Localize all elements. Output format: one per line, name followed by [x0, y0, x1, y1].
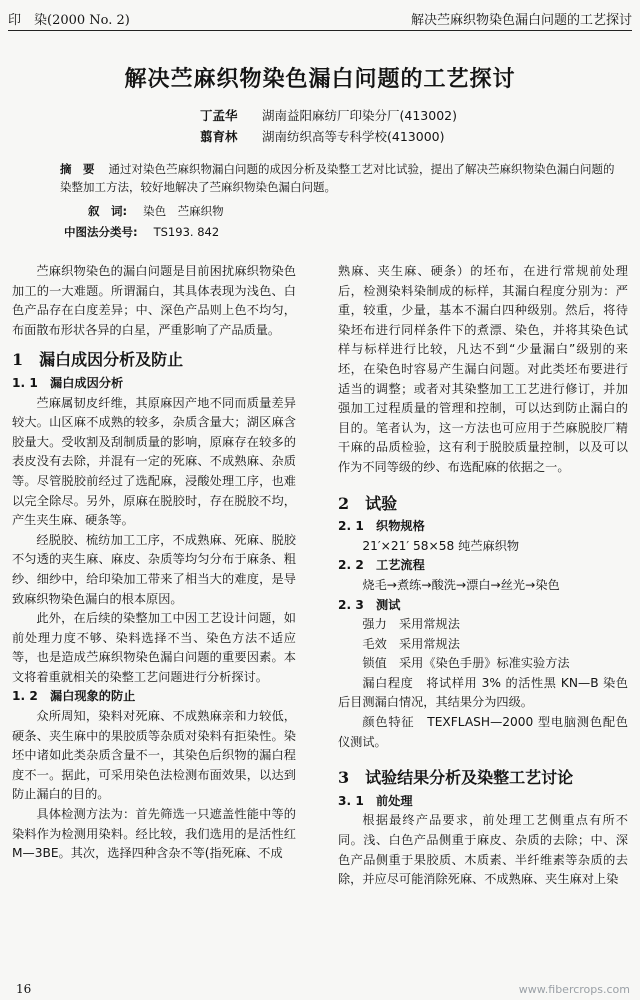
- journal-issue: 印 染(2000 No. 2): [8, 13, 130, 28]
- paragraph: 颜色特征 TEXFLASH—2000 型电脑测色配色仪测试。: [338, 715, 628, 749]
- page-number: 16: [16, 982, 32, 996]
- paragraph: 漏白程度 将试样用 3% 的活性黑 KN—B 染色后目测漏白情况，其结果分为四级。: [338, 675, 628, 710]
- paragraph: 苎麻属韧皮纤维，其原麻因产地不同而质量差异较大。山区麻不成熟的较多，杂质含量大；湖区麻含胶量大。受收割及刮制质量的影响，原麻存在较多的表皮没有去除，并混有一定的死麻、不成熟麻、杂质等。尽管脱胶前经过了选配麻，浸酸处理工序，也难以完全除尽。另外，原麻在脱胶时，存在脱胶不均，产生夹生麻、硬条等。: [12, 395, 296, 528]
- right-column: [338, 262, 628, 890]
- abstract-label: 摘 要: [60, 162, 95, 176]
- list-item: 毛效 采用常规法: [362, 636, 460, 651]
- author-affiliation: 湖南益阳麻纺厂印染分厂(413002): [262, 108, 457, 123]
- running-header: [8, 6, 632, 28]
- list-item: 强力 采用常规法: [362, 617, 460, 632]
- list-item: 21′×21′ 58×58 纯苎麻织物: [362, 538, 520, 553]
- subsection-heading: 2. 3 测试: [338, 597, 401, 612]
- list-item: 烧毛→煮练→酸洗→漂白→丝光→染色: [362, 577, 560, 592]
- section-heading: 2 试验: [338, 493, 398, 513]
- classification-label: 中图法分类号:: [64, 225, 138, 239]
- keywords-text: 染色 苎麻织物: [143, 204, 224, 218]
- subsection-heading: 1. 2 漏白现象的防止: [12, 689, 136, 704]
- keywords: [88, 203, 224, 219]
- section-heading: 3 试验结果分析及染整工艺讨论: [338, 768, 574, 788]
- subsection-heading: 2. 1 织物规格: [338, 519, 425, 534]
- paragraph: 此外，在后续的染整加工中因工艺设计问题，如前处理力度不够、染料选择不当、染色方法不适应等，也是造成苎麻织物染色漏白问题的重要因素。本文将着重就相关的染整工艺问题进行分析探讨。: [12, 611, 296, 684]
- abstract: [60, 160, 620, 196]
- subsection-heading: 2. 2 工艺流程: [338, 558, 425, 573]
- paragraph: 根据最终产品要求，前处理工艺侧重点有所不同。浅、白色产品侧重于麻皮、杂质的去除；中、深色产品侧重于果胶质、木质素、半纤维素等杂质的去除，并应尽可能消除死麻、不成熟麻、夹生麻对上染: [338, 813, 628, 887]
- section-spacer: [338, 752, 628, 758]
- classification-text: TS193. 842: [153, 225, 220, 239]
- watermark: www.fibercrops.com: [518, 983, 630, 996]
- keywords-label: 叙 词:: [88, 204, 128, 218]
- author-1: [200, 106, 457, 124]
- article-title: 解决苎麻织物染色漏白问题的工艺探讨: [124, 66, 516, 92]
- subsection-heading: 3. 1 前处理: [338, 793, 413, 808]
- paragraph: 熟麻、夹生麻、硬条）的坯布，在进行常规前处理后，检测染料染制成的标样，其漏白程度分别为：严重，较重，少量，基本不漏白四种级别。然后，将待染坯布进行同样条件下的煮漂、染色，并将其染色试样与标样进行比较，凡达不到“少量漏白”级别的来坯，在染色时容易产生漏白问题。对此类坯布要进行适当的调整；或者对其染整加工工艺进行修订，并加强加工过程质量的管理和控制，可以达到防止漏白的目的。笔者认为，这一方法也可应用于苎麻脱胶厂精干麻的品质检验，这有利于脱胶质量控制，以及可以作为不同等级的纱、布选配麻的依据之一。: [338, 264, 628, 474]
- section-spacer: [338, 478, 628, 484]
- author-name: 丁孟华: [200, 108, 238, 123]
- subsection-heading: 1. 1 漏白成因分析: [12, 375, 124, 390]
- paragraph: 具体检测方法为：首先筛选一只遮盖性能中等的染料作为检测用染料。经比较，我们选用的是活性红 M—3BE。其次，选择四种含杂不等(指死麻、不成: [12, 807, 296, 861]
- paragraph: 苎麻织物染色的漏白问题是目前困扰麻织物染色加工的一大难题。所谓漏白，其具体表现为浅色、白色产品存在白度差异；中、深色产品则上色不均匀，布面散布形状各异的白星，严重影响了产品质量。: [12, 264, 296, 337]
- author-2: [200, 127, 445, 145]
- list-item: 锁值 采用《染色手册》标准实验方法: [362, 656, 570, 671]
- paragraph: 经脱胶、梳纺加工工序，不成熟麻、死麻、脱胶不匀透的夹生麻、麻皮、杂质等均匀分布于麻条、粗纱、细纱中，给印染加工带来了相当大的难度，是导致麻织物染色漏白的根本原因。: [12, 532, 296, 606]
- author-name: 翦育林: [200, 129, 238, 144]
- paragraph: 众所周知，染料对死麻、不成熟麻亲和力较低，硬条、夹生麻中的果胶质等杂质对染料有拒染性。染坯中诸如此类杂质含量不一，其染色后织物的漏白程度不一。据此，可采用染色法检测布面效果，以达到防止漏白的目的。: [12, 709, 296, 802]
- abstract-text: 通过对染色苎麻织物漏白问题的成因分析及染整工艺对比试验，提出了解决苎麻织物染色漏白问题的染整加工方法，较好地解决了苎麻织物染色漏白问题。: [60, 162, 615, 194]
- left-column: [12, 262, 296, 864]
- running-title: 解决苎麻织物染色漏白问题的工艺探讨: [410, 13, 632, 28]
- author-affiliation: 湖南纺织高等专科学校(413000): [262, 129, 445, 144]
- header-rule: [8, 30, 632, 31]
- section-heading: 1 漏白成因分析及防止: [12, 350, 184, 370]
- classification-number: [64, 224, 219, 240]
